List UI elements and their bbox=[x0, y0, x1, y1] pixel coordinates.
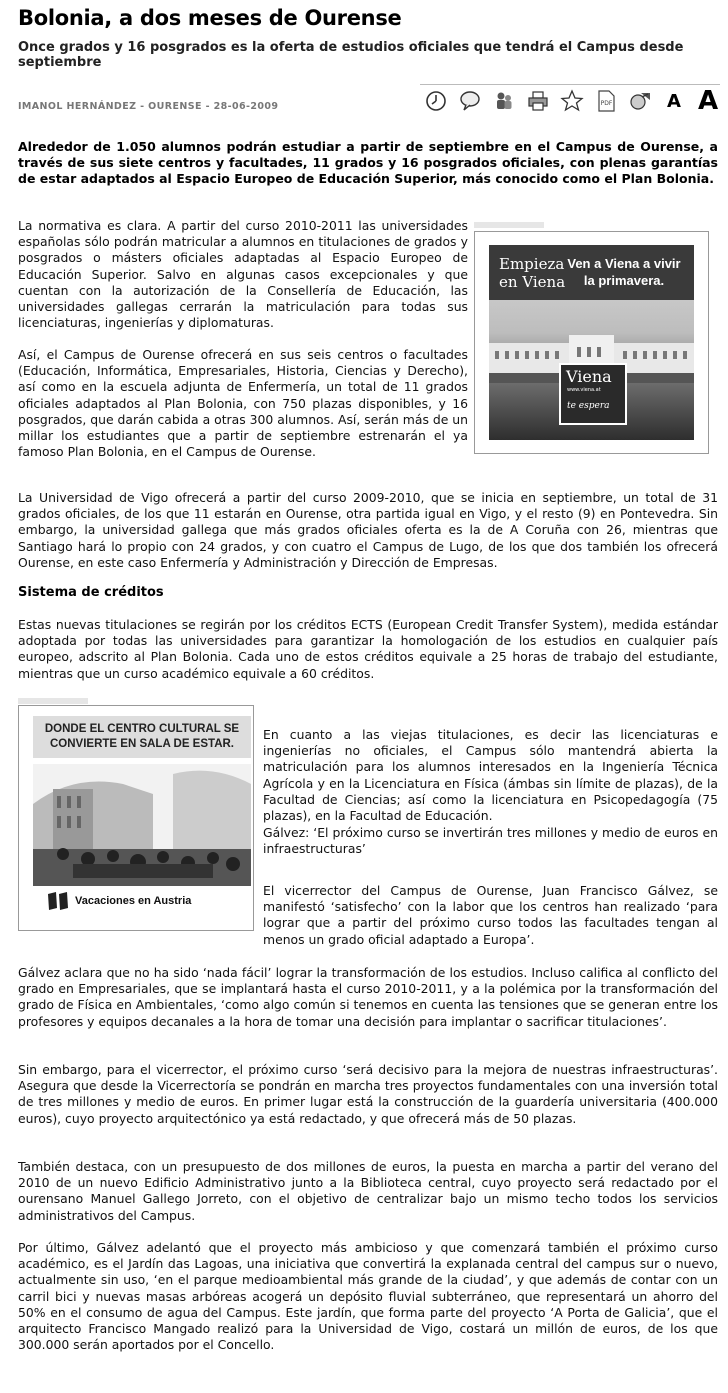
comment-icon[interactable] bbox=[456, 87, 484, 115]
toolbar-divider bbox=[420, 84, 720, 85]
paragraph-7: El vicerrector del Campus de Ourense, Juan Francisco Gálvez, se manifestó ‘satisfecho’ con la labor que los centros han realizado ‘para lograr que a partir del próximo curso todos las facultades tengan al menos un grado oficial adaptado a Europa’. bbox=[263, 883, 718, 947]
ad-label bbox=[18, 698, 88, 704]
article-lead: Alrededor de 1.050 alumnos podrán estudiar a partir de septiembre en el Campus de Ourense, a través de sus siete centros y facultades, 11 grados y 16 posgrados oficiales, con plenas garantías de estar adaptados al Espacio Europeo de Educación Superior, más conocido como el Plan Bolonia. bbox=[18, 139, 718, 186]
svg-text:PDF: PDF bbox=[600, 100, 613, 107]
austria-ad-footer bbox=[47, 892, 191, 910]
paragraph-1: La normativa es clara. A partir del curso 2010-2011 las universidades españolas sólo podrán matricular a alumnos en titulaciones de grados y posgrados o másters oficiales adaptadas al Espacio Europeo de Educación Superior. Salvo en algunas casos excepcionales y que cuentan con la autorización de la Consellería de Educación, las universidades gallegas cerrarán la matriculación para todas sus licenciaturas, ingenierías y diplomaturas. bbox=[18, 218, 468, 331]
article-subtitle: Once grados y 16 posgrados es la oferta de estudios oficiales que tendrá el Campus desde septiembre bbox=[18, 40, 684, 70]
vienna-ad-title: Empieza en Viena bbox=[499, 255, 566, 291]
byline bbox=[18, 101, 278, 112]
vienna-logo-sub: te espera bbox=[567, 401, 610, 411]
byline-sep: - bbox=[201, 101, 214, 112]
font-smaller-icon[interactable]: A bbox=[667, 90, 681, 112]
vienna-logo bbox=[559, 363, 627, 425]
paragraph-9: Sin embargo, para el vicerrector, el próximo curso ‘será decisivo para la mejora de nuestras infraestructuras’. Asegura que desde la Vicerrectoría se pondrán en marcha tres proyectos fundamentales con una inversión total de tres millones y medio de euros. En primer lugar está la construcción de la guardería universitaria (400.000 euros), cuyo proyecto arquitectónico ya está redactado, y que ofrecerá más de 50 plazas. bbox=[18, 1062, 718, 1126]
vienna-ad-slogan: Ven a Viena a vivir la primavera. bbox=[567, 256, 681, 288]
article-toolbar bbox=[422, 86, 722, 116]
print-icon[interactable] bbox=[524, 87, 552, 115]
section-heading: Sistema de créditos bbox=[18, 585, 164, 600]
send-icon[interactable] bbox=[626, 87, 654, 115]
vienna-ad-photo bbox=[489, 245, 694, 440]
byline-section: OURENSE bbox=[148, 101, 202, 112]
paragraph-5: En cuanto a las viejas titulaciones, es decir las licenciaturas e ingenierías no oficiales, el Campus sólo mantendrá abierta la matriculación para los alumnos interesados en la Ingeniería Técnica Agrícola y en la Licenciatura en Física (ámbas sin límite de plazas), de la Facultad de Ciencias; así como la licenciatura en Psicopedagogía (75 plazas), en la Facultad de Educación. bbox=[263, 727, 718, 824]
share-icon[interactable] bbox=[490, 87, 518, 115]
paragraph-11: Por último, Gálvez adelantó que el proyecto más ambicioso y que comenzará también el próximo curso académico, es el Jardín das Lagoas, una iniciativa que convertirá la explanada central del campus sur o nuevo, actualmente sin uso, ‘en el parque medioambiental más grande de la ciudad’, y que además de contar con un carril bici y nuevas masas arbóreas acogerá un depósito fluvial subterráneo, que representará un ahorro del 50% en el consumo de agua del Campus. Este jardín, que forma parte del proyecto ‘A Porta de Galicia’, que el arquitecto Francisco Mangado realizó para la Universidad de Vigo, costará un millón de euros, de los que 300.000 serán aportados por el Concello. bbox=[18, 1240, 718, 1353]
byline-author: IMANOL HERNÁNDEZ bbox=[18, 101, 137, 112]
paragraph-3: La Universidad de Vigo ofrecerá a partir del curso 2009-2010, que se inicia en septiembre, un total de 31 grados oficiales, de los que 11 estarán en Ourense, otra partida igual en Vigo, y el resto (9) en Pontevedra. Sin embargo, la universidad gallega que más grados oficiales oferta es la de A Coruña con 26, mientras que Santiago hará lo propio con 24 grados, y con cuatro el Campus de Lugo, de los que dos también los ofrecerá Ourense, en este caso Enfermería y Administración y Dirección de Empresas. bbox=[18, 490, 718, 570]
vienna-logo-url: www.viena.at bbox=[567, 387, 601, 393]
font-larger-icon[interactable]: A bbox=[697, 86, 719, 116]
paragraph-10: También destaca, con un presupuesto de dos millones de euros, la puesta en marcha a partir del verano del 2010 de un nuevo Edificio Administrativo junto a la Biblioteca central, cuyo proyecto será redactado por el ourensano Manuel Gallego Jorreto, con el objetivo de centralizar bajo un mismo techo todos los servicios administrativos del Campus. bbox=[18, 1159, 718, 1223]
vienna-ad-banner[interactable] bbox=[489, 245, 694, 440]
paragraph-8: Gálvez aclara que no ha sido ‘nada fácil’ lograr la transformación de los estudios. Incluso califica al conflicto del grado en Empresariales, que se implantará hasta el curso 2010-2011, y a la polémica por la transformación del grado de Física en Ambientales, ‘como algo común si tenemos en cuenta las tensiones que se generan entre los profesores y equipos decanales a la hora de tomar una decisión para implantar o sacrificar titulaciones’. bbox=[18, 965, 718, 1029]
paragraph-6: Gálvez: ‘El próximo curso se invertirán tres millones y medio de euros en infraestructuras’ bbox=[263, 825, 718, 857]
pdf-icon[interactable] bbox=[592, 87, 620, 115]
austria-ad-headline: DONDE EL CENTRO CULTURAL SE CONVIERTE EN SALA DE ESTAR. bbox=[33, 716, 251, 758]
austria-ad-footer-text: Vacaciones en Austria bbox=[75, 895, 192, 907]
clock-icon[interactable] bbox=[422, 87, 450, 115]
paragraph-4: Estas nuevas titulaciones se regirán por los créditos ECTS (European Credit Transfer System), medida estándar adoptada por todas las universidades para garantizar la homologación de los estudios en cualquier país europeo, adscrito al Plan Bolonia. Cada uno de estos créditos equivale a 25 horas de trabajo del estudiante, mientras que un curso académico equivale a 60 créditos. bbox=[18, 617, 718, 681]
byline-date: 28-06-2009 bbox=[213, 101, 279, 112]
austria-ad-banner[interactable] bbox=[19, 716, 253, 926]
ad-label bbox=[474, 222, 544, 228]
article-title: Bolonia, a dos meses de Ourense bbox=[18, 6, 402, 30]
vienna-logo-name: Viena bbox=[566, 367, 612, 386]
austria-ad-photo bbox=[33, 764, 251, 886]
star-icon[interactable] bbox=[558, 87, 586, 115]
paragraph-2: Así, el Campus de Ourense ofrecerá en sus seis centros o facultades (Educación, Informática, Empresariales, Historia, Ciencias y Derecho), así como en la escuela adjunta de Enfermería, un total de 11 grados oficiales adaptados al Plan Bolonia, con 750 plazas disponibles, y 16 posgrados, que darán cabida a otras 300 alumnos. Así, serán más de un millar los estudiantes que a partir de septiembre estrenarán el ya famoso Plan Bolonia, en el Campus de Ourense. bbox=[18, 347, 468, 460]
byline-sep: - bbox=[136, 101, 149, 112]
vienna-ad[interactable] bbox=[474, 231, 709, 454]
austria-flag-icon bbox=[47, 892, 69, 910]
austria-ad[interactable] bbox=[18, 705, 254, 931]
